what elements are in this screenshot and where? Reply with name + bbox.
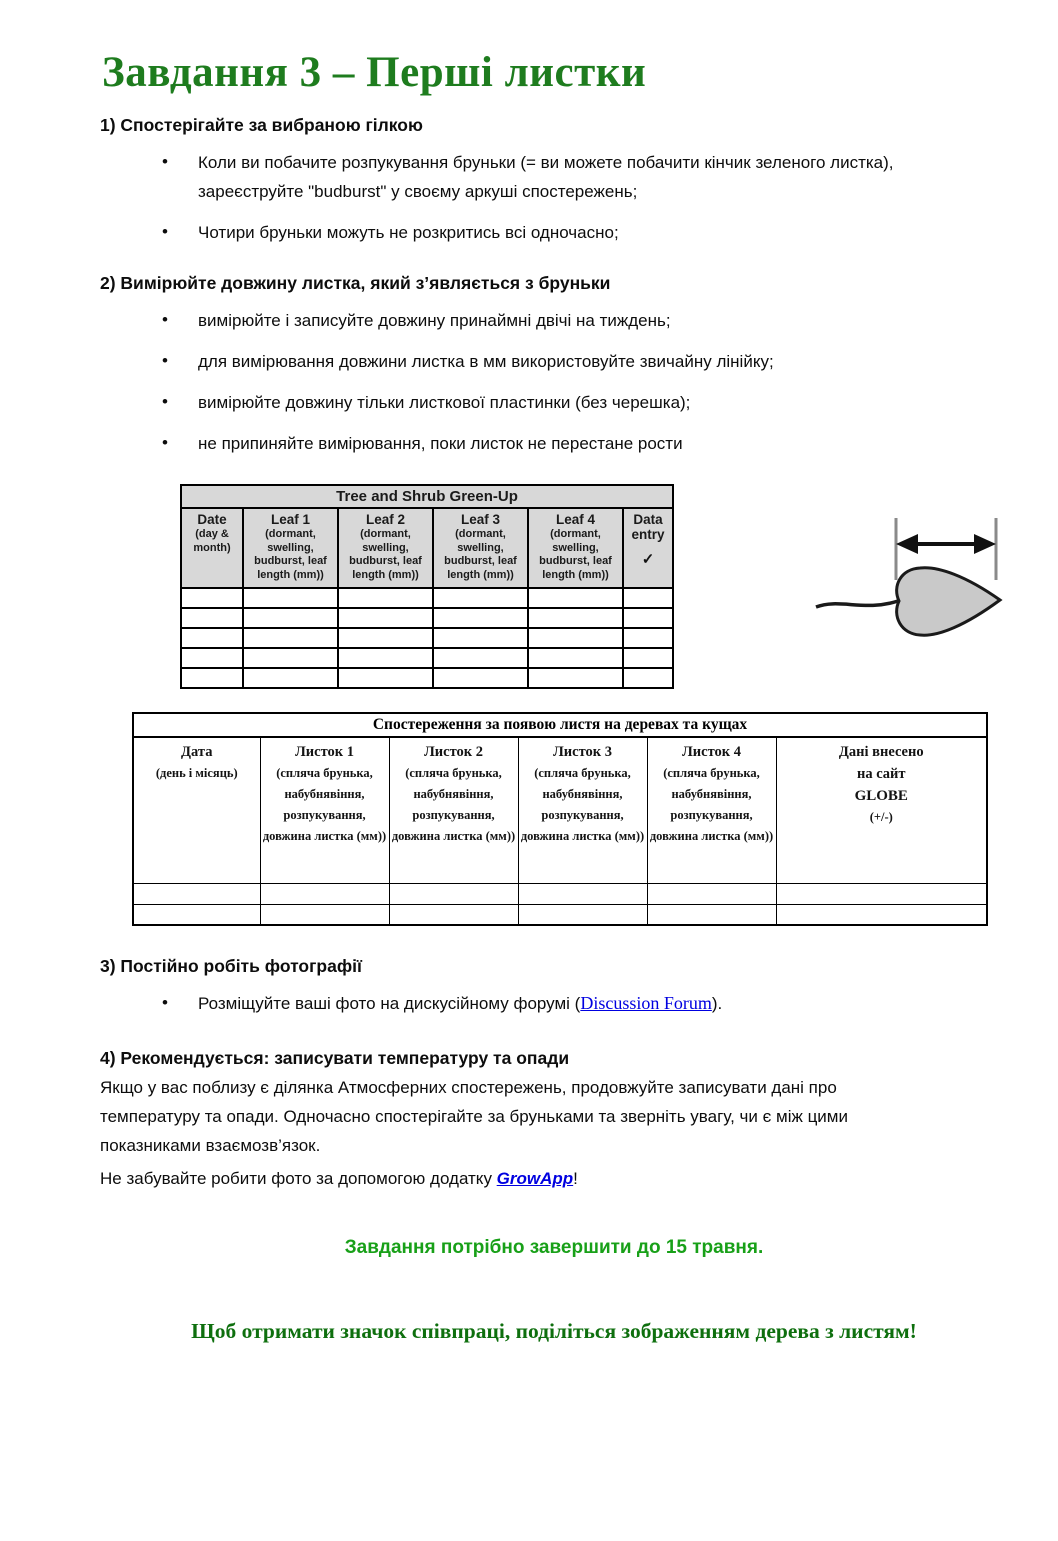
column-header-leaf3: Листок 3 (спляча брунька, набубнявіння, розпукування, довжина листка (мм)) xyxy=(518,737,647,883)
column-header-date: Date (day & month) xyxy=(181,508,243,588)
column-header-leaf2: Листок 2 (спляча брунька, набубнявіння, розпукування, довжина листка (мм)) xyxy=(389,737,518,883)
section3-heading: 3) Постійно робіть фотографії xyxy=(100,956,362,976)
section2-heading: 2) Вимірюйте довжину листка, який з’являється з бруньки xyxy=(100,273,611,293)
bullet-text: • вимірюйте довжину тільки листкової пластинки (без черешка); xyxy=(198,393,691,412)
observation-table-ua xyxy=(132,712,988,926)
bullet-text: • Чотири бруньки можуть не розкритись всі одночасно; xyxy=(198,223,619,242)
bullet-text: • вимірюйте і записуйте довжину принаймні двічі на тиждень; xyxy=(198,311,671,330)
table-title: Спостереження за появою листя на деревах та кущах xyxy=(133,713,987,737)
green-up-table-figure xyxy=(180,484,1058,696)
section2-bullets xyxy=(162,306,1058,458)
table-title-row xyxy=(133,713,987,737)
leaf-stem xyxy=(816,601,898,607)
list-item xyxy=(162,306,1058,335)
list-item xyxy=(162,388,1058,417)
growapp-link[interactable]: GrowApp xyxy=(496,1169,574,1188)
column-header-leaf2: Leaf 2 (dormant, swelling, budburst, leaf length (mm)) xyxy=(338,508,433,588)
table-row xyxy=(181,588,673,608)
column-header-leaf1: Листок 1 (спляча брунька, набубнявіння, розпукування, довжина листка (мм)) xyxy=(260,737,389,883)
measure-arrow-icon xyxy=(896,534,996,554)
section4-paragraph: Якщо у вас поблизу є ділянка Атмосферних спостережень, продовжуйте записувати дані про температуру та опади. Одночасно спостерігайте за бруньками та зверніть увагу, чи є між цими показниками взаємозв’язок. xyxy=(100,1078,848,1155)
table-row xyxy=(181,648,673,668)
column-header-leaf1: Leaf 1 (dormant, swelling, budburst, leaf length (mm)) xyxy=(243,508,338,588)
discussion-forum-link[interactable]: Discussion Forum xyxy=(580,993,712,1013)
list-item xyxy=(162,429,1058,458)
bullet-text: • Розміщуйте ваші фото на дискусійному форумі (Discussion Forum). xyxy=(198,993,723,1013)
table-title-row xyxy=(181,485,673,508)
table-row xyxy=(181,608,673,628)
table-row xyxy=(133,904,987,925)
section1-heading: 1) Спостерігайте за вибраною гілкою xyxy=(100,115,423,135)
list-item xyxy=(162,347,1058,376)
section4-heading: 4) Рекомендується: записувати температуру та опади xyxy=(100,1048,570,1068)
column-header-leaf3: Leaf 3 (dormant, swelling, budburst, leaf length (mm)) xyxy=(433,508,528,588)
column-header-globe-entry: Дані внесено на сайт GLOBE (+/-) xyxy=(776,737,987,883)
check-icon: ✓ xyxy=(641,551,655,568)
table-header-row xyxy=(133,737,987,883)
leaf-illustration xyxy=(812,506,1012,646)
column-header-date: Дата (день і місяць) xyxy=(133,737,260,883)
section4-note: Не забувайте робити фото за допомогою додатку GrowApp! xyxy=(100,1169,578,1188)
table-row xyxy=(133,883,987,904)
collaboration-badge-note: Щоб отримати значок співпраці, поділіться зображенням дерева з листям! xyxy=(191,1319,917,1343)
table-row xyxy=(181,668,673,688)
list-item xyxy=(162,989,1058,1018)
deadline-note: Завдання потрібно завершити до 15 травня. xyxy=(344,1237,764,1258)
list-item xyxy=(162,148,1058,206)
table-title: Tree and Shrub Green-Up xyxy=(181,485,673,508)
leaf-blade xyxy=(897,568,1000,635)
green-up-table xyxy=(180,484,674,689)
page-title: Завдання 3 – Перші листки xyxy=(102,49,647,96)
list-item xyxy=(162,218,1058,247)
bullet-text: • Коли ви побачите розпукування бруньки (= ви можете побачити кінчик зеленого листка), зареєструйте "budburst" у своєму аркуші спостережень; xyxy=(198,153,894,201)
column-header-data-entry: Data entry ✓ xyxy=(623,508,673,588)
bullet-text: • не припиняйте вимірювання, поки листок не перестане рости xyxy=(198,434,683,453)
table-row xyxy=(181,628,673,648)
bullet-text: • для вимірювання довжини листка в мм використовуйте звичайну лінійку; xyxy=(198,352,774,371)
section3-bullets xyxy=(162,989,1058,1018)
section1-bullets xyxy=(162,148,1058,247)
table-header-row xyxy=(181,508,673,588)
column-header-leaf4: Leaf 4 (dormant, swelling, budburst, leaf length (mm)) xyxy=(528,508,623,588)
column-header-leaf4: Листок 4 (спляча брунька, набубнявіння, розпукування, довжина листка (мм)) xyxy=(647,737,776,883)
